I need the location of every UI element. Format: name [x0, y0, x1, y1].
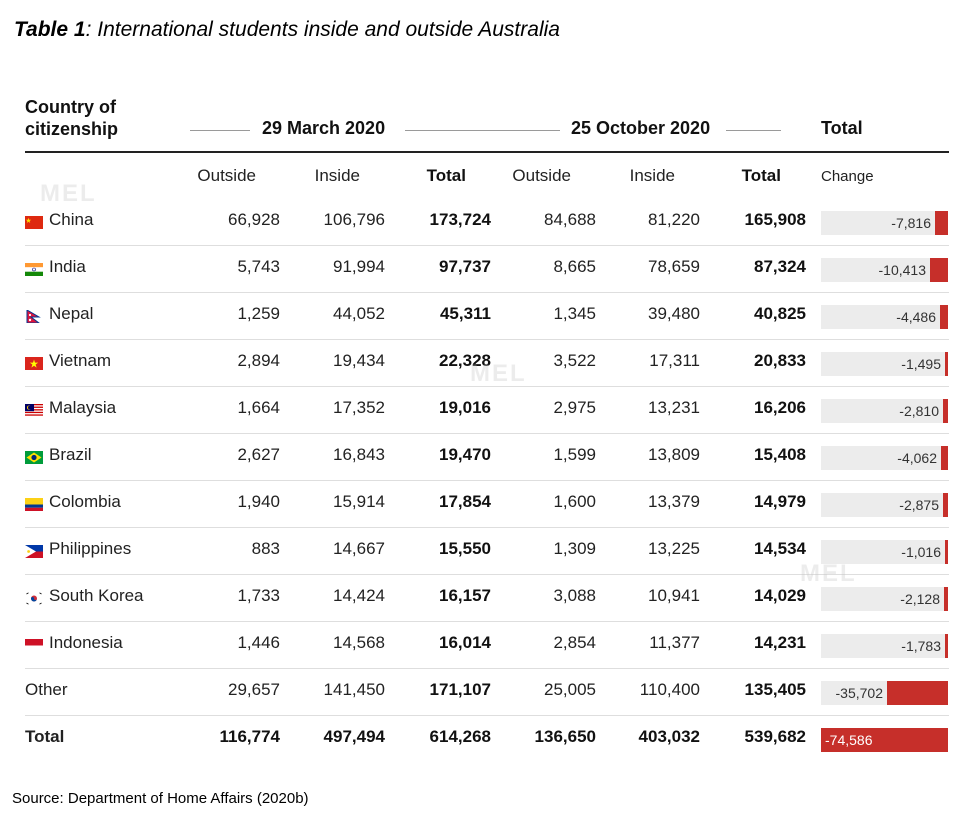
cell-inside-october: 17,311 — [649, 351, 700, 370]
country-name: Nepal — [49, 304, 94, 323]
cell-total-october: 135,405 — [744, 680, 806, 699]
change-value: -35,702 — [835, 685, 883, 701]
country-cell — [25, 727, 64, 747]
change-bar-track — [821, 399, 948, 423]
subheader-inside-october: Inside — [629, 166, 675, 185]
country-cell — [25, 586, 144, 606]
cell-total-october: 14,029 — [754, 586, 806, 605]
header-total: Total — [821, 118, 863, 138]
cell-outside-october: 1,309 — [553, 539, 596, 558]
subheader-change: Change — [821, 168, 874, 185]
change-value: -1,783 — [901, 638, 941, 654]
country-name: Total — [25, 727, 65, 746]
malaysia-flag-icon — [25, 402, 43, 415]
change-bar-track — [821, 681, 948, 705]
cell-outside-october: 2,854 — [553, 633, 596, 652]
cell-outside-march: 29,657 — [228, 680, 280, 699]
change-bar-track — [821, 540, 948, 564]
cell-inside-october: 81,220 — [648, 210, 700, 229]
cell-total-march: 17,854 — [439, 492, 491, 511]
country-cell — [25, 680, 68, 700]
country-name: Colombia — [49, 492, 121, 511]
cell-inside-october: 110,400 — [639, 680, 700, 699]
subheader-total-october: Total — [741, 166, 781, 185]
indonesia-flag-icon — [25, 637, 43, 650]
cell-total-march: 45,311 — [439, 304, 491, 323]
change-bar — [945, 352, 948, 376]
table-row — [25, 199, 949, 246]
cell-inside-march: 44,052 — [333, 304, 385, 323]
cell-inside-march: 17,352 — [333, 398, 385, 417]
cell-total-march: 19,016 — [439, 398, 491, 417]
cell-outside-october: 1,345 — [553, 304, 596, 323]
cell-total-march: 173,724 — [429, 210, 491, 229]
country-cell — [25, 539, 131, 559]
cell-total-october: 539,682 — [744, 727, 806, 746]
cell-outside-october: 8,665 — [553, 257, 596, 276]
watermark: MEL — [800, 560, 857, 587]
cell-outside-october: 136,650 — [534, 727, 596, 746]
table-row — [25, 575, 949, 622]
cell-total-october: 15,408 — [754, 445, 806, 464]
philippines-flag-icon — [25, 543, 43, 556]
watermark: MEL — [470, 360, 527, 387]
subheader-outside-march: Outside — [197, 166, 256, 185]
change-bar-track — [821, 587, 948, 611]
change-bar — [943, 399, 948, 423]
watermark: MEL — [40, 180, 97, 207]
table-row — [25, 387, 949, 434]
cell-inside-march: 14,424 — [333, 586, 385, 605]
cell-total-october: 14,231 — [754, 633, 806, 652]
cell-outside-march: 883 — [251, 539, 280, 558]
header-rule — [405, 130, 560, 131]
colombia-flag-icon — [25, 496, 43, 509]
table-row — [25, 528, 949, 575]
header-rule — [190, 130, 250, 131]
cell-total-march: 15,550 — [439, 539, 491, 558]
change-bar-track — [821, 305, 948, 329]
change-bar-track — [821, 446, 948, 470]
country-cell — [25, 445, 92, 465]
table-row — [25, 481, 949, 528]
cell-total-october: 14,534 — [754, 539, 806, 558]
cell-outside-march: 1,446 — [237, 633, 280, 652]
change-bar-track — [821, 352, 948, 376]
change-bar — [945, 634, 948, 658]
cell-outside-october: 3,088 — [553, 586, 596, 605]
cell-outside-october: 2,975 — [553, 398, 596, 417]
header-date-october: 25 October 2020 — [571, 118, 711, 138]
vietnam-flag-icon — [25, 355, 43, 368]
change-bar — [944, 587, 948, 611]
cell-inside-october: 13,809 — [648, 445, 700, 464]
cell-outside-october: 3,522 — [553, 351, 596, 370]
cell-inside-october: 13,225 — [648, 539, 700, 558]
cell-total-october: 20,833 — [754, 351, 806, 370]
change-bar-track — [821, 493, 948, 517]
cell-outside-march: 1,259 — [237, 304, 280, 323]
cell-inside-october: 78,659 — [648, 257, 700, 276]
india-flag-icon — [25, 261, 43, 274]
nepal-flag-icon — [25, 308, 43, 321]
table-row — [25, 246, 949, 293]
country-cell — [25, 210, 93, 230]
table-total-row — [25, 716, 949, 763]
cell-inside-march: 497,494 — [323, 727, 385, 746]
change-value: -1,495 — [901, 356, 941, 372]
cell-inside-march: 15,914 — [333, 492, 385, 511]
source-note: Source: Department of Home Affairs (2020b) — [12, 790, 309, 807]
country-cell — [25, 304, 93, 324]
china-flag-icon — [25, 214, 43, 227]
cell-inside-october: 13,231 — [648, 398, 700, 417]
header-rule — [726, 130, 781, 131]
cell-outside-march: 1,664 — [237, 398, 280, 417]
change-bar-track — [821, 634, 948, 658]
cell-total-march: 16,014 — [439, 633, 491, 652]
change-bar — [945, 540, 948, 564]
cell-total-october: 87,324 — [754, 257, 806, 276]
change-value: -1,016 — [901, 544, 941, 560]
change-bar — [943, 493, 948, 517]
country-name: Brazil — [49, 445, 92, 464]
change-value: -4,062 — [897, 450, 937, 466]
country-name: Vietnam — [49, 351, 112, 370]
cell-inside-october: 39,480 — [648, 304, 700, 323]
cell-outside-october: 25,005 — [544, 680, 596, 699]
table-row — [25, 293, 949, 340]
cell-total-october: 14,979 — [754, 492, 806, 511]
country-cell — [25, 398, 116, 418]
cell-inside-march: 106,796 — [323, 210, 385, 229]
cell-outside-march: 1,733 — [237, 586, 280, 605]
subheader-inside-march: Inside — [314, 166, 360, 185]
south-korea-flag-icon — [25, 590, 43, 603]
brazil-flag-icon — [25, 449, 43, 462]
cell-inside-october: 403,032 — [638, 727, 700, 746]
cell-inside-october: 11,377 — [649, 633, 700, 652]
cell-outside-march: 66,928 — [228, 210, 280, 229]
cell-outside-march: 5,743 — [237, 257, 280, 276]
table-row — [25, 669, 949, 716]
header-country: Country of citizenship — [25, 97, 119, 139]
change-bar-track — [821, 258, 948, 282]
table-row — [25, 434, 949, 481]
cell-total-march: 171,107 — [429, 680, 491, 699]
change-value: -74,586 — [825, 732, 873, 748]
table-row — [25, 622, 949, 669]
cell-inside-october: 13,379 — [648, 492, 700, 511]
cell-outside-march: 116,774 — [219, 727, 280, 746]
country-cell — [25, 633, 123, 653]
table-caption — [14, 18, 560, 42]
change-value: -4,486 — [896, 309, 936, 325]
change-bar — [935, 211, 948, 235]
country-cell — [25, 492, 121, 512]
change-value: -2,128 — [900, 591, 940, 607]
change-bar — [941, 446, 948, 470]
change-bar — [930, 258, 948, 282]
country-name: South Korea — [49, 586, 144, 605]
cell-total-march: 22,328 — [439, 351, 491, 370]
change-bar-track — [821, 728, 948, 752]
cell-total-october: 165,908 — [744, 210, 806, 229]
country-name: India — [49, 257, 86, 276]
change-value: -10,413 — [878, 262, 926, 278]
cell-inside-march: 19,434 — [333, 351, 385, 370]
cell-total-march: 19,470 — [439, 445, 491, 464]
cell-total-october: 16,206 — [754, 398, 806, 417]
cell-inside-march: 16,843 — [333, 445, 385, 464]
cell-total-march: 16,157 — [439, 586, 491, 605]
country-name: China — [49, 210, 94, 229]
change-bar-track — [821, 211, 948, 235]
subheader-outside-october: Outside — [512, 166, 571, 185]
country-cell — [25, 257, 86, 277]
country-name: Indonesia — [49, 633, 123, 652]
table-caption-text: : International students inside and outside Australia — [85, 18, 560, 41]
cell-total-march: 97,737 — [439, 257, 491, 276]
country-name: Philippines — [49, 539, 132, 558]
table-top-rule — [25, 151, 949, 153]
cell-outside-march: 2,894 — [237, 351, 280, 370]
cell-inside-march: 91,994 — [333, 257, 385, 276]
country-cell — [25, 351, 111, 371]
change-bar — [887, 681, 948, 705]
change-value: -7,816 — [891, 215, 931, 231]
cell-inside-march: 14,568 — [333, 633, 385, 652]
cell-total-march: 614,268 — [429, 727, 491, 746]
cell-outside-march: 2,627 — [237, 445, 280, 464]
table-row — [25, 340, 949, 387]
header-date-march: 29 March 2020 — [262, 118, 386, 138]
change-bar — [940, 305, 948, 329]
subheader-total-march: Total — [426, 166, 466, 185]
cell-outside-october: 1,600 — [553, 492, 596, 511]
cell-outside-october: 84,688 — [544, 210, 596, 229]
cell-inside-march: 141,450 — [323, 680, 385, 699]
change-value: -2,810 — [899, 403, 939, 419]
country-name: Malaysia — [49, 398, 117, 417]
cell-outside-october: 1,599 — [553, 445, 596, 464]
cell-total-october: 40,825 — [754, 304, 806, 323]
cell-inside-march: 14,667 — [333, 539, 385, 558]
cell-inside-october: 10,941 — [648, 586, 700, 605]
cell-outside-march: 1,940 — [237, 492, 280, 511]
country-name: Other — [25, 680, 68, 699]
table-caption-label: Table 1 — [14, 18, 86, 41]
change-value: -2,875 — [899, 497, 939, 513]
